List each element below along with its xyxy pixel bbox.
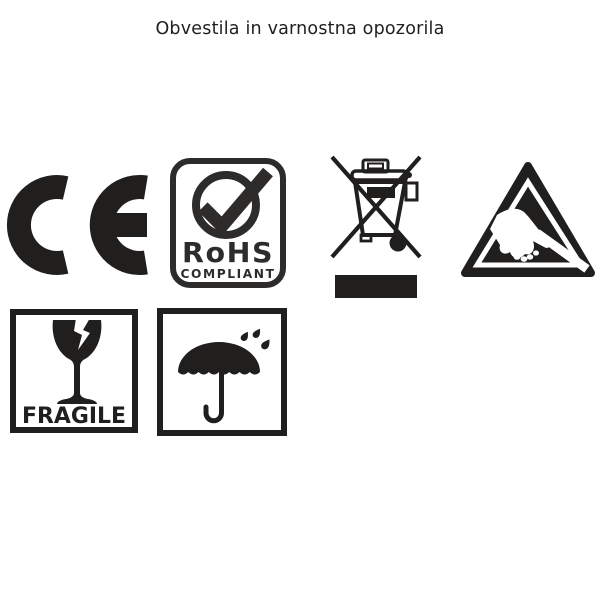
umbrella-canopy-icon [178, 342, 260, 375]
fragile-label: FRAGILE [22, 403, 126, 429]
broken-glass-icon [53, 320, 102, 404]
fragile-symbol [10, 309, 138, 433]
bin-foot [361, 235, 371, 241]
bin-handle-inner [368, 164, 383, 169]
page-title: Obvestila in varnostna opozorila [155, 19, 445, 39]
keep-dry-symbol [157, 308, 287, 436]
ce-letter-e-bar [110, 213, 147, 237]
rohs-compliant-badge [170, 158, 286, 288]
weee-bar [335, 275, 417, 298]
esd-warning-triangle-icon [457, 158, 597, 280]
bin-side-tab [406, 183, 417, 200]
rohs-title-text: RoHS [182, 236, 274, 269]
raindrops-icon [240, 327, 273, 351]
ce-letter-c [19, 187, 66, 263]
weee-crossed-bin-icon [328, 150, 424, 298]
rohs-subtitle-text: COMPLIANT [180, 266, 276, 281]
ce-mark-icon [5, 172, 151, 280]
